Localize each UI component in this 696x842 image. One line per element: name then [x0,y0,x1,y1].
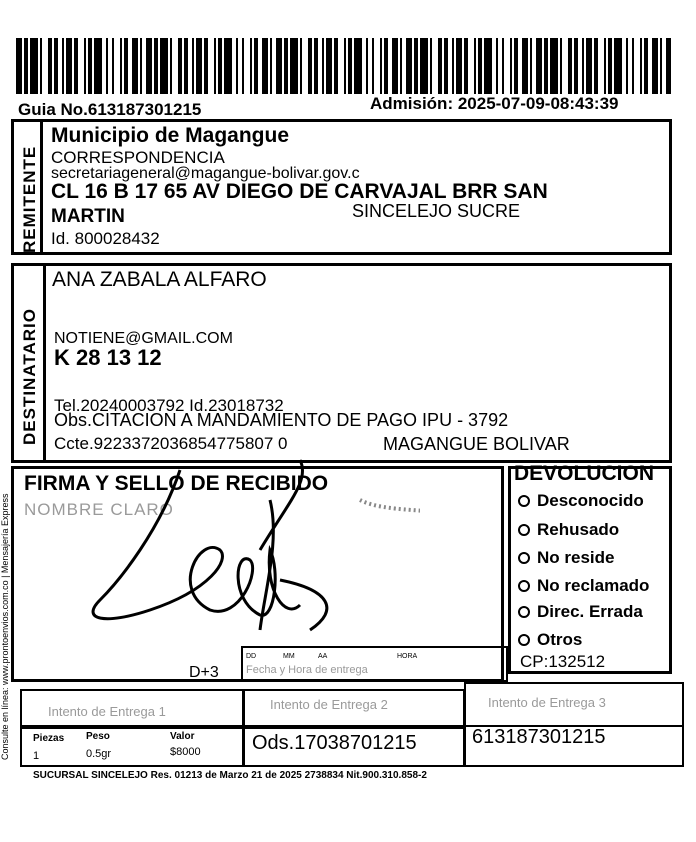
radio-circle-icon [518,524,530,536]
valor-value: $8000 [170,746,201,758]
hora-label: HORA [397,653,418,660]
remitente-id: Id. 800028432 [51,229,160,248]
option-direc-errada[interactable]: Direc. Errada [518,602,643,622]
remitente-label: REMITENTE [20,145,39,253]
piezas-label: Piezas [33,733,65,744]
remitente-email: secretariageneral@magangue-bolivar.gov.c [51,165,360,182]
radio-circle-icon [518,634,530,646]
fecha-hora-label: Fecha y Hora de entrega [246,664,368,676]
footer-text: SUCURSAL SINCELEJO Res. 01213 de Marzo 21 de 2025 2738834 Nit.900.310.858-2 [33,770,427,781]
aa-label: AA [318,653,328,660]
option-otros[interactable]: Otros [518,630,582,650]
admision-date: Admisión: 2025-07-09-08:43:39 [370,94,619,113]
peso-label: Peso [86,731,110,742]
destinatario-address: K 28 13 12 [54,345,162,370]
dd-label: DD [246,653,257,660]
barcode [16,38,671,94]
radio-circle-icon [518,606,530,618]
intento-3-label: Intento de Entrega 3 [488,695,606,710]
remitente-address-line2: MARTIN [51,206,125,227]
ods-number: Ods.17038701215 [252,732,417,754]
destinatario-city: MAGANGUE BOLIVAR [383,434,570,454]
radio-circle-icon [518,495,530,507]
d3-label: D+3 [189,664,219,681]
remitente-address-line1: CL 16 B 17 65 AV DIEGO DE CARVAJAL BRR SAN [51,180,548,203]
nombre-claro-label: NOMBRE CLARO [24,500,174,519]
radio-circle-icon [518,580,530,592]
destinatario-tel: Tel.20240003792 Id.23018732 [54,396,284,415]
option-rehusado[interactable]: Rehusado [518,520,619,540]
destinatario-name: ANA ZABALA ALFARO [52,268,267,291]
destinatario-email: NOTIENE@GMAIL.COM [54,330,233,347]
devolucion-title: DEVOLUCION [514,462,655,485]
side-url: Consulte en línea: www.prontoenvios.com.co | Mensajería Express [0,493,10,760]
mm-label: MM [283,653,295,660]
destinatario-obs: Obs.CITACION A MANDAMIENTO DE PAGO IPU - 3792 [54,410,509,430]
remitente-name: Municipio de Magangue [51,124,290,147]
remitente-city: SINCELEJO SUCRE [352,201,521,221]
guia-number: Guia No.613187301215 [18,100,202,119]
cp-code: CP:132512 [520,652,606,671]
option-no-reside[interactable]: No reside [518,548,614,568]
peso-value: 0.5gr [86,748,112,760]
guia-code: 613187301215 [472,726,606,748]
option-desconocido[interactable]: Desconocido [518,491,644,511]
signature [60,440,420,640]
destinatario-ccte: Ccte.9223372036854775807 0 [54,434,288,453]
piezas-value: 1 [33,750,40,762]
radio-circle-icon [518,552,530,564]
intento-1-label: Intento de Entrega 1 [48,704,166,719]
valor-label: Valor [170,731,195,742]
intento-2-label: Intento de Entrega 2 [270,697,388,712]
option-no-reclamado[interactable]: No reclamado [518,576,649,596]
firma-title: FIRMA Y SELLO DE RECIBIDO [24,472,329,495]
remitente-dept: CORRESPONDENCIA [51,148,225,167]
destinatario-label: DESTINATARIO [20,308,39,445]
